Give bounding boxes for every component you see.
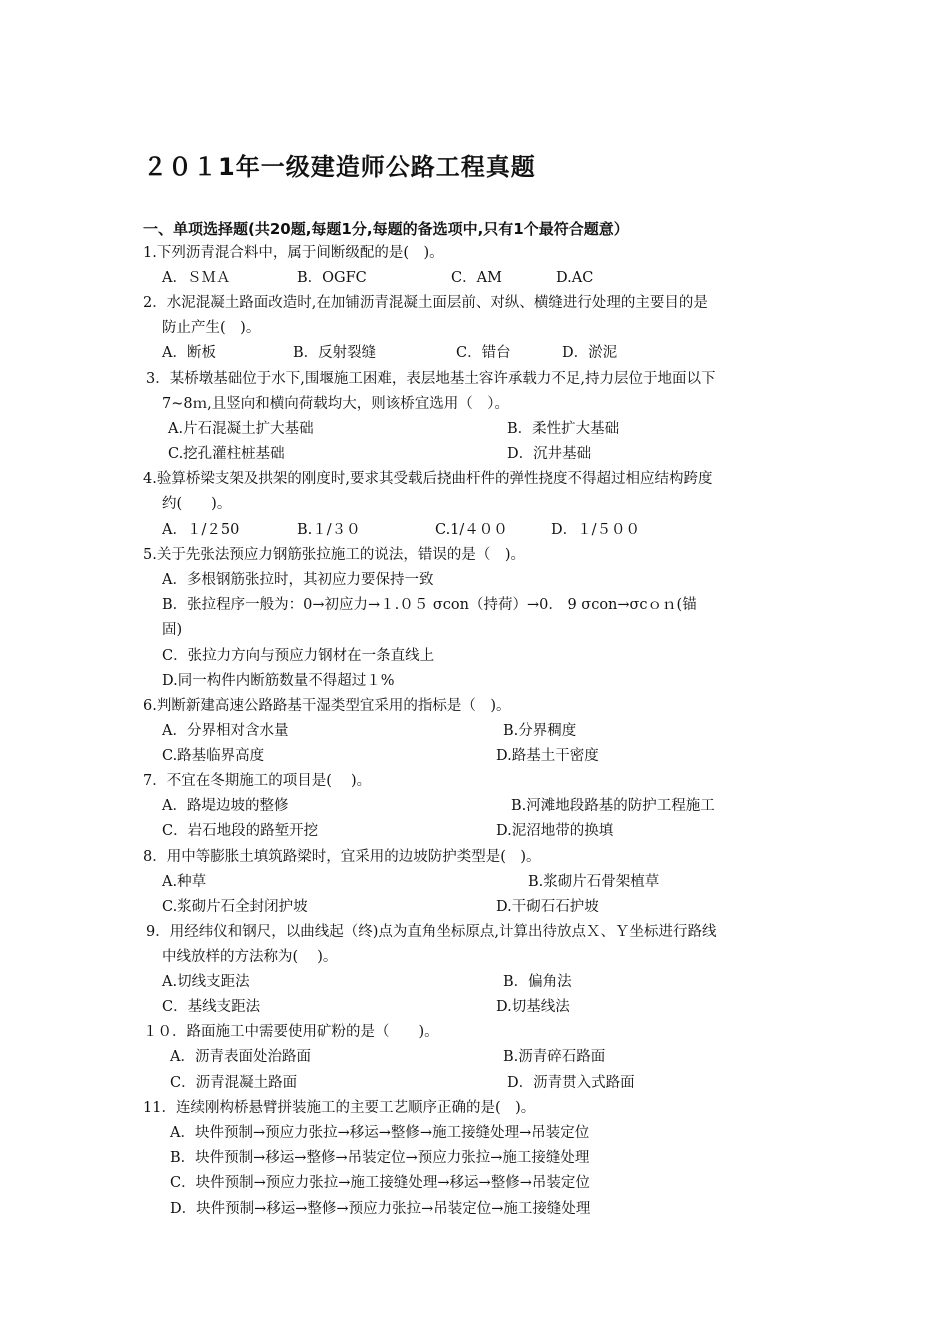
question-5-option-a: A．多根钢筋张拉时，其初应力要保持一致 [162,572,434,588]
question-6-text: 6.判断新建高速公路路基干湿类型宜采用的指标是（ )。 [143,698,511,714]
question-3-text-cont: 7~8ｍ,且竖向和横向荷载均大，则该桥宜选用（ ）。 [162,396,509,412]
page-title: ２０１1年一级建造师公路工程真题 [143,153,536,181]
question-11-option-a: A．块件预制→预应力张拉→移运→整修→施工接缝处理→吊装定位 [170,1125,590,1141]
question-10-option-b: B.沥青碎石路面 [503,1049,606,1065]
question-4-option-c: C.1/４００ [435,522,508,538]
question-10-option-d: D．沥青贯入式路面 [507,1075,635,1091]
question-3-text: 3．某桥墩基础位于水下,围堰施工困难，表层地基土容许承载力不足,持力层位于地面以下 [146,371,716,387]
question-4-option-b: B.１/３０ [297,522,361,538]
question-4-option-d: D．１/５００ [551,522,641,538]
question-7-option-c: C．岩石地段的路堑开挖 [162,823,319,839]
question-1-option-c: C．AM [451,270,502,286]
question-2-option-c: C．错台 [456,345,511,361]
question-8-option-b: B.浆砌片石骨架植草 [528,874,660,890]
question-11-option-c: C．块件预制→预应力张拉→施工接缝处理→移运→整修→吊装定位 [170,1175,590,1191]
question-7-text: 7．不宜在冬期施工的项目是( )。 [143,773,372,789]
question-8-text: 8．用中等膨胀土填筑路梁时，宜采用的边坡防护类型是( )。 [143,849,541,865]
question-2-option-d: D．淤泥 [562,345,618,361]
question-5-option-d: D.同一构件内断筋数量不得超过１% [162,673,395,689]
question-4-option-a: A．１/２50 [162,522,240,538]
question-2-text-cont: 防止产生( )。 [162,320,261,336]
question-6-option-a: A．分界相对含水量 [162,723,289,739]
question-8-option-d: D.干砌石石护坡 [496,899,599,915]
question-5-option-b-cont: 固) [162,622,183,638]
question-1-option-a: A．ＳＭＡ [162,270,231,286]
question-7-option-b: B.河滩地段路基的防护工程施工 [511,798,715,814]
question-9-option-b: B．偏角法 [503,974,572,990]
question-9-option-c: C．基线支距法 [162,999,261,1015]
section-heading: 一、单项选择题(共20题,每题1分,每题的备选项中,只有1个最符合题意） [143,220,629,238]
question-6-option-c: C.路基临界高度 [162,748,265,764]
question-3-option-b: B．柔性扩大基础 [507,421,620,437]
question-1-option-b: B．OGFC [297,270,367,286]
question-8-option-c: C.浆砌片石全封闭护坡 [162,899,308,915]
question-9-option-d: D.切基线法 [496,999,570,1015]
question-11-text: 11．连续刚构桥悬臂拼装施工的主要工艺顺序正确的是( )。 [143,1100,536,1116]
question-1-text: 1.下列沥青混合料中，属于间断级配的是( )。 [143,245,444,261]
question-4-text: 4.验算桥梁支架及拱架的刚度时,要求其受载后挠曲杆件的弹性挠度不得超过相应结构跨度 [143,471,713,487]
question-9-text-cont: 中线放样的方法称为( )。 [162,949,338,965]
question-3-option-d: D．沉井基础 [507,446,592,462]
question-2-option-a: A．断板 [162,345,216,361]
question-5-option-c: C．张拉力方向与预应力钢材在一条直线上 [162,648,435,664]
question-9-option-a: A.切线支距法 [162,974,250,990]
question-4-text-cont: 约( )。 [162,496,232,512]
question-5-option-b: B．张拉程序一般为：0→初应力→１.０５ σcon（持荷）→0． 9 σcon→σcｏｎ(锚 [162,597,697,613]
question-2-option-b: B．反射裂缝 [293,345,377,361]
question-6-option-d: D.路基土干密度 [496,748,599,764]
question-1-option-d: D.AC [556,270,594,286]
question-5-text: 5.关于先张法预应力钢筋张拉施工的说法，错误的是（ )。 [143,547,525,563]
question-6-option-b: B.分界稠度 [503,723,577,739]
question-7-option-d: D.泥沼地带的换填 [496,823,614,839]
question-11-option-d: D．块件预制→移运→整修→预应力张拉→吊装定位→施工接缝处理 [170,1201,591,1217]
question-10-option-a: A．沥青表面处治路面 [170,1049,311,1065]
question-10-text: １０．路面施工中需要使用矿粉的是（ )。 [143,1024,439,1040]
question-10-option-c: C．沥青混凝土路面 [170,1075,298,1091]
question-7-option-a: A．路堤边坡的整修 [162,798,289,814]
question-3-option-c: C.挖孔灌柱桩基础 [168,446,285,462]
question-9-text: 9．用经纬仪和钢尺，以曲线起（终)点为直角坐标原点,计算出待放点Ｘ、Ｙ坐标进行路线 [146,924,717,940]
question-8-option-a: A.种草 [162,874,207,890]
question-2-text: 2．水泥混凝土路面改造时,在加铺沥青混凝土面层前、对纵、横缝进行处理的主要目的是 [143,295,708,311]
question-11-option-b: B．块件预制→移运→整修→吊装定位→预应力张拉→施工接缝处理 [170,1150,590,1166]
question-3-option-a: A.片石混凝土扩大基础 [168,421,314,437]
